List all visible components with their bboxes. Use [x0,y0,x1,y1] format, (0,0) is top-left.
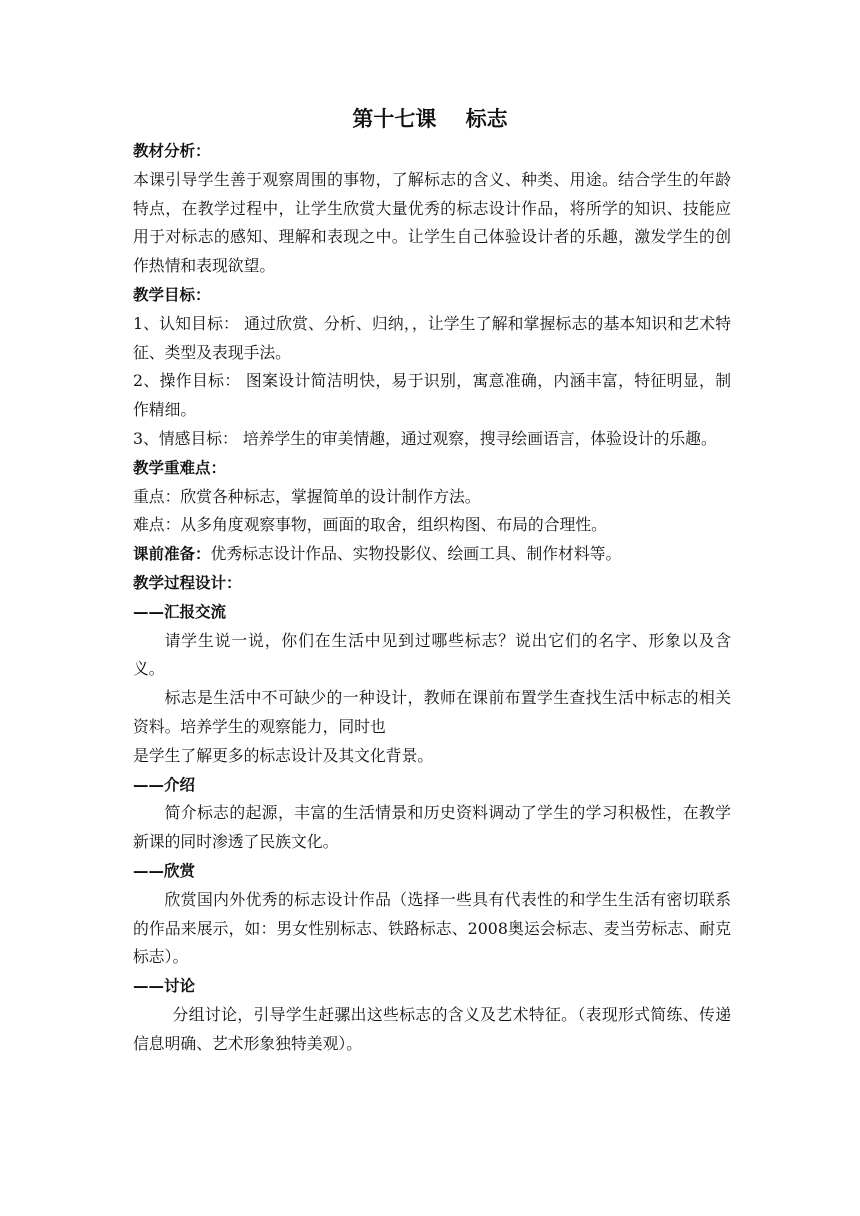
analysis-text: 本课引导学生善于观察周围的事物，了解标志的含义、种类、用途。结合学生的年龄特点，在教学过程中，让学生欣赏大量优秀的标志设计作品，将所学的知识、技能应用于对标志的感知、理解和表现之中。让学生自己体验设计者的乐趣，激发学生的创作热情和表现欲望。 [133,169,731,276]
analysis-heading: 教材分析： [133,142,211,160]
section-report-paragraph-1: 请学生说一说，你们在生活中见到过哪些标志？说出它们的名字、形象以及含义。 [133,630,731,679]
key-point-difficulty: 难点：从多角度观察事物，画面的取舍，组织构图、布局的合理性。 [133,515,607,535]
section-report-continuation: 是学生了解更多的标志设计及其文化背景。 [133,745,434,765]
section-heading-discuss: ——讨论 [133,977,196,996]
section-heading-intro: ——介绍 [133,775,196,794]
key-points-heading: 教学重难点： [133,458,227,477]
key-point-focus: 重点：欣赏各种标志，掌握简单的设计制作方法。 [133,486,481,506]
section-heading-appreciate: ——欣赏 [133,861,196,880]
goal-item-cognitive: 1、认知目标： 通过欣赏、分析、归纳，，让学生了解和掌握标志的基本知识和艺术特征、类型及表现手法。 [133,313,731,362]
goal-item-emotion: 3、情感目标： 培养学生的审美情趣，通过观察，搜寻绘画语言，体验设计的乐趣。 [133,428,717,448]
preparation-text: 优秀标志设计作品、实物投影仪、绘画工具、制作材料等。 [210,544,622,564]
section-report-paragraph-2: 标志是生活中不可缺少的一种设计，教师在课前布置学生查找生活中标志的相关资料。培养学生的观察能力，同时也 [133,688,731,736]
process-heading: 教学过程设计： [133,573,242,592]
goals-heading: 教学目标： [133,285,211,304]
page-title: 第十七课 标志 [352,106,508,131]
goal-item-operation: 2、操作目标： 图案设计简洁明快，易于识别，寓意准确，内涵丰富，特征明显，制作精细。 [133,371,731,420]
preparation-label: 课前准备： [133,545,211,564]
section-intro-paragraph: 简介标志的起源，丰富的生活情景和历史资料调动了学生的学习积极性，在教学新课的同时渗透了民族文化。 [133,803,731,852]
section-appreciate-paragraph: 欣赏国内外优秀的标志设计作品（选择一些具有代表性的和学生生活有密切联系的作品来展示，如：男女性别标志、铁路标志、2008奥运会标志、麦当劳标志、耐克标志）。 [133,889,731,967]
document-body [133,137,731,1059]
section-heading-report: ——汇报交流 [133,602,227,621]
preparation-line [133,540,731,569]
section-discuss-paragraph: 分组讨论，引导学生赶骡出这些标志的含义及艺术特征。（表现形式简练、传递信息明确、艺术形象独特美观）。 [133,1004,731,1053]
